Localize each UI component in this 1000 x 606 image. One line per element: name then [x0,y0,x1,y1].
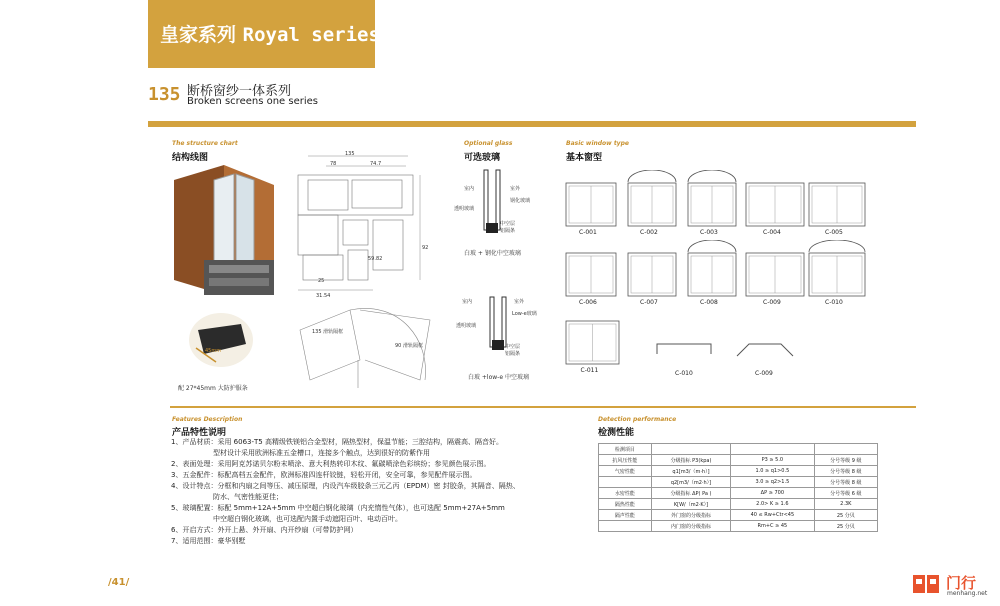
window-type-drawing [627,252,677,297]
table-row [599,510,878,521]
table-cell: 25 分贝 [814,510,877,521]
table-cell: K[W/（m2·K）] [651,499,730,510]
table-cell: q1[m3/（m·h）] [651,466,730,477]
perf-label-cn: 检测性能 [598,428,635,438]
glass-caption-2: 白玻 +low-e 中空玻璃 [468,374,529,381]
strip-caption: 配 27*45mm 大防护服条 [178,385,248,392]
table-row [599,499,878,510]
feature-line: 6、开启方式：外开上悬、外开扇、内开纱扇（可带防护网） [171,526,358,534]
window-plan-sketch [735,340,795,360]
wintype-label-en: Basic window type [566,140,629,147]
menhang-logo-icon [912,572,942,596]
strip-size-tag: 45mm [205,348,222,354]
table-cell [731,444,814,455]
g2-spacer: 铝隔条 [505,351,521,357]
series-title [160,20,380,47]
series-title-en: Royal series [242,24,380,46]
structure-label-cn: 结构线图 [172,153,209,163]
dim-135: 135 [345,151,355,157]
table-cell: 气密性能 [599,466,652,477]
feature-line: 1、产品材质：采用 6063-T5 高精级铁镁铝合金型材，隔热型材，保温节能；三腔结构，隔震高、隔音好。 [171,438,503,446]
g1-tempered: 钢化玻璃 [510,198,531,204]
glass-diagram-1 [482,168,502,240]
window-type-label: C-007 [640,299,658,306]
section-title-cn: 断桥窗纱一体系列 [187,84,292,99]
glass-label-cn: 可选玻璃 [464,153,501,163]
window-type-label: C-005 [825,229,843,236]
window-type-label: C-011 [580,367,599,374]
g2-outdoor: 室外 [514,299,525,305]
features-list [171,437,586,547]
feature-line: 7、适用范围：豪华别墅 [171,537,246,545]
g2-lowe: Low-e玻璃 [512,311,537,317]
dim-74-7: 74.7 [370,161,382,167]
g1-cavity: 中空层 [500,221,516,227]
window-type-drawing [565,320,620,365]
corner-note-135: 135 滑轨隔框 [312,329,344,335]
table-cell: 3.0 ≥ q2>1.5 [731,477,814,488]
glass-caption-1: 白玻 + 钢化中空玻璃 [464,250,521,257]
window-type-drawing [808,240,866,297]
table-cell: 内门窗的分级指标 [651,521,730,532]
dim-78: 78 [330,161,337,167]
window-type-label: C-002 [640,229,658,236]
table-cell: 隔声性能 [599,510,652,521]
g1-indoor: 室内 [464,186,475,192]
g2-clear: 透明玻璃 [456,323,477,329]
window-type-label: C-004 [763,229,781,236]
dim-59-82: 59.82 [368,256,383,262]
features-label-en: Features Description [172,416,243,423]
dim-92: 92 [422,245,429,251]
table-row [599,444,878,455]
window-type-label: C-009 [755,370,773,377]
table-cell: ΔP ≥ 700 [731,488,814,499]
table-row [599,466,878,477]
table-cell [599,477,652,488]
section-number: 135 [148,84,181,105]
table-cell: 外门窗的分级指标 [651,510,730,521]
window-type-drawing [745,252,805,297]
window-type-label: C-009 [763,299,781,306]
table-cell: 2.0> K ≥ 1.6 [731,499,814,510]
table-cell: 检测项目 [599,444,652,455]
table-cell [651,444,730,455]
window-type-drawing [565,182,617,227]
g1-outdoor: 室外 [510,186,521,192]
table-cell: 分号等级 8 级 [814,477,877,488]
section-drawing [288,150,428,300]
series-title-cn: 皇家系列 [160,24,237,46]
lower-divider [170,406,916,408]
window-type-label: C-001 [579,229,597,236]
table-cell: 分号等级 6 级 [814,488,877,499]
window-type-label: C-006 [579,299,597,306]
table-row [599,521,878,532]
table-cell: q2[m3/（m2·h）] [651,477,730,488]
window-type-drawing [687,240,737,297]
dim-31-54: 31.54 [316,293,331,299]
feature-line: 型材设计采用欧洲标准五金槽口，连接多个触点，达到很好的防紫作用 [213,449,430,457]
series-header [148,0,380,68]
feature-line: 中空超白钢化玻璃，也可选配内置手动遮阳百叶、电动百叶。 [213,515,402,523]
protective-strip-image [186,310,256,370]
table-row [599,477,878,488]
table-cell [814,444,877,455]
feature-line: 3、五金配件：标配高档五金配件，欧洲标准四连杆铰链，轻松开闭，安全可靠，参见配件展示图。 [171,471,477,479]
window-plan-sketch [655,340,715,360]
table-row [599,455,878,466]
window-type-drawing [808,182,866,227]
window-type-drawing [627,170,677,227]
feature-line: 防水、气密性能更佳； [213,493,283,501]
table-cell: 25 分贝 [814,521,877,532]
window-type-drawing [745,182,805,227]
g1-spacer: 铝隔条 [500,228,516,234]
feature-line: 2、表面处理：采用阿克苏诺贝尔粉末喷涂、意大利热转印木纹、氟碳喷涂色彩缤纷；参见颜色展示图。 [171,460,491,468]
window-profile-image [164,160,284,300]
page-number: /41/ [108,577,130,588]
logo-text-cn: 门行 [946,574,977,592]
window-type-drawing [687,170,737,227]
gold-divider [148,121,916,127]
feature-line: 5、玻璃配置：标配 5mm+12A+5mm 中空超白钢化玻璃（内充惰性气体），也可选配 5mm+27A+5mm [171,504,505,512]
table-cell: 1.0 ≥ q1>0.5 [731,466,814,477]
table-cell [599,521,652,532]
glass-label-en: Optional glass [464,140,513,147]
table-cell: 分级指标 ΔP( Pa ) [651,488,730,499]
window-type-label: C-003 [700,229,718,236]
window-type-label: C-008 [700,299,718,306]
table-cell: Rm+C ≥ 45 [731,521,814,532]
performance-table [598,443,878,532]
table-cell: 分级指标 P3(kpa) [651,455,730,466]
perf-label-en: Detection performance [598,416,677,423]
table-cell: 抗风压性能 [599,455,652,466]
structure-label-en: The structure chart [172,140,238,147]
feature-line: 4、设计特点：分框和内扇之间等压、减压原理，内设汽车级胶条三元乙丙（EPDM）密 封胶条，其隔音、隔热、 [171,482,520,490]
g2-indoor: 室内 [462,299,473,305]
table-cell: 2.3K [814,499,877,510]
features-label-cn: 产品特性说明 [172,428,227,438]
table-cell: 水密性能 [599,488,652,499]
section-title-en: Broken screens one series [187,96,319,107]
dim-25: 25 [318,278,325,284]
table-cell: 40 ≤ Rw+Ctr<45 [731,510,814,521]
table-row [599,488,878,499]
wintype-label-cn: 基本窗型 [566,153,603,163]
table-cell: 分号等级 9 级 [814,455,877,466]
table-cell: 分号等级 8 级 [814,466,877,477]
table-cell: 隔热性能 [599,499,652,510]
window-type-label: C-010 [675,370,693,377]
window-type-label: C-010 [825,299,843,306]
g1-clear: 透明玻璃 [454,206,475,212]
window-type-drawing [565,252,617,297]
logo-text-en: menhang.net [947,590,988,597]
g2-cavity: 中空层 [505,344,521,350]
corner-note-90: 90 滑轨隔框 [395,343,423,349]
table-cell: P3 ≥ 5.0 [731,455,814,466]
